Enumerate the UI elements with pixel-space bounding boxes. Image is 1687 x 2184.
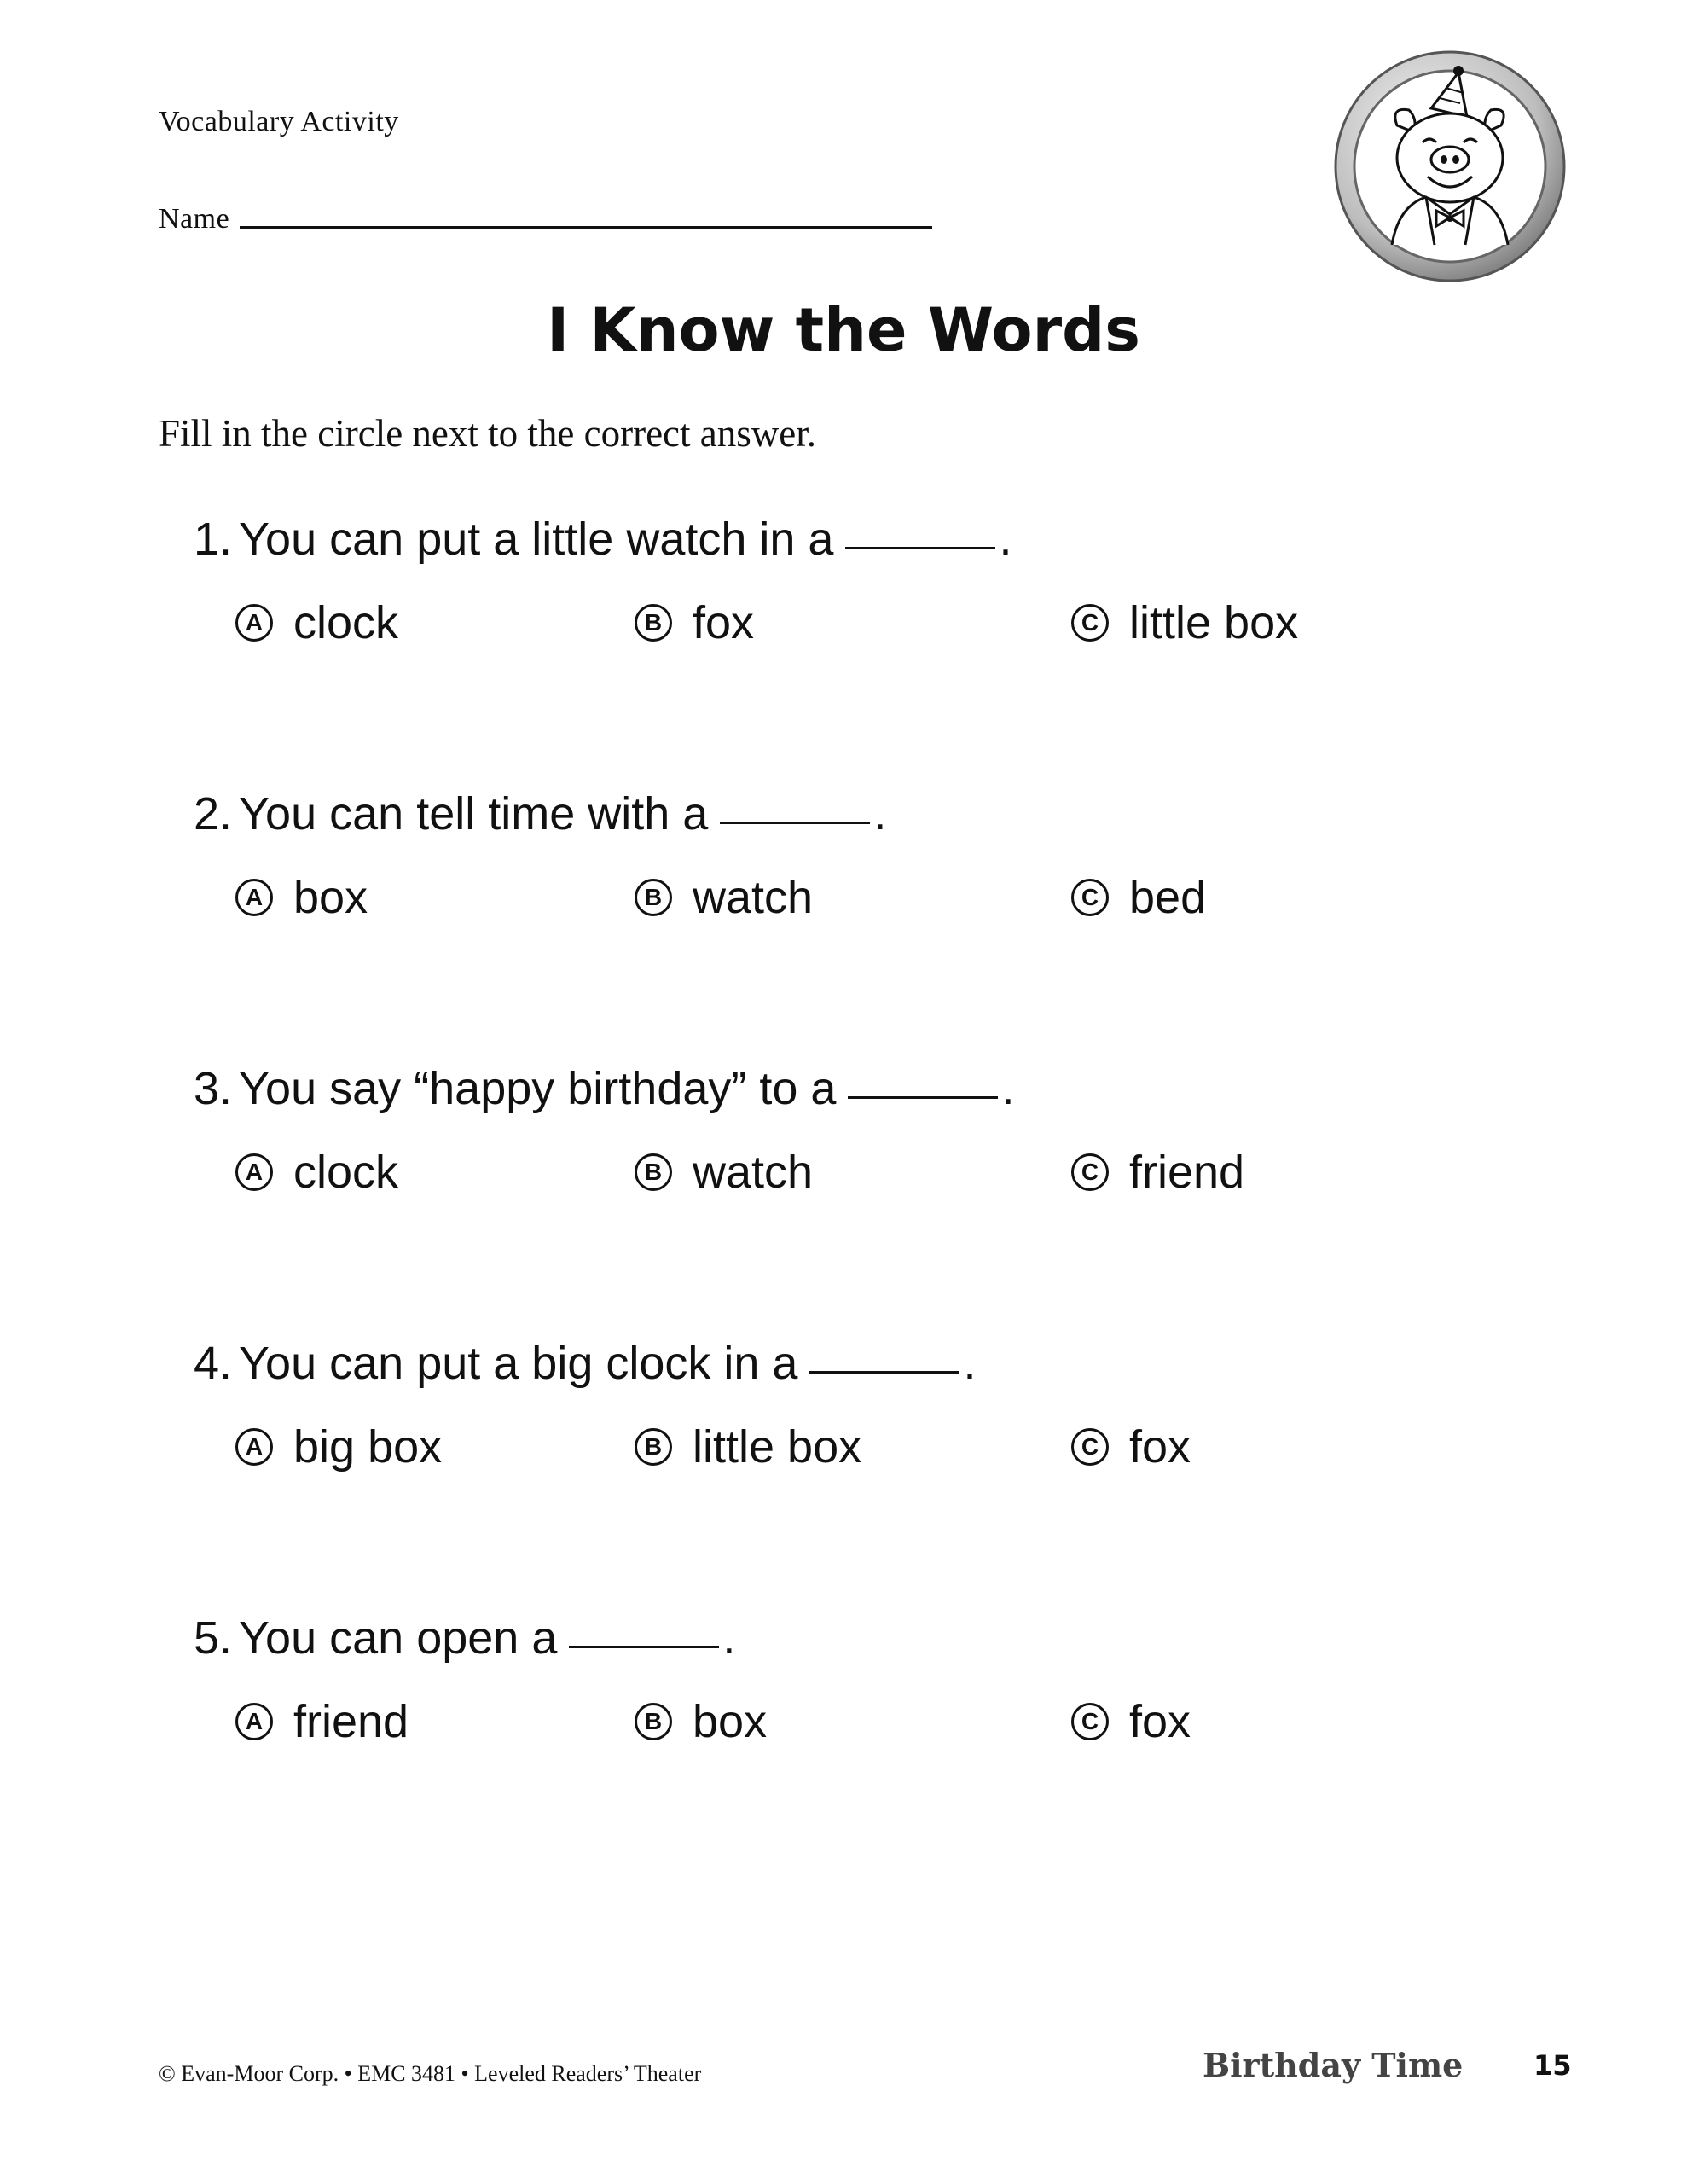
answer-bubble-icon[interactable]: C [1071,1428,1109,1466]
question-4 [179,1336,1544,1474]
option-b[interactable] [635,1694,767,1749]
page-number: 15 [1533,2049,1572,2082]
name-write-line[interactable] [240,226,932,229]
question-text: You say “happy birthday” to a [239,1063,837,1114]
name-label: Name [159,203,230,235]
answer-options [179,1420,1544,1474]
question-5 [179,1611,1544,1749]
question-text: You can put a big clock in a [239,1338,798,1389]
instructions: Fill in the circle next to the correct answer. [159,412,816,455]
pig-badge [1330,47,1569,286]
option-c[interactable] [1071,1694,1191,1749]
question-stem [179,1611,1544,1665]
answer-options [179,1145,1544,1199]
question-number: 2. [193,788,232,839]
answer-bubble-icon[interactable]: B [635,1703,672,1740]
answer-bubble-icon[interactable]: B [635,604,672,642]
question-punctuation: . [963,1338,977,1389]
answer-options [179,870,1544,925]
option-c[interactable] [1071,870,1206,925]
question-3 [179,1061,1544,1199]
option-b[interactable] [635,595,754,650]
option-b[interactable] [635,1420,861,1474]
answer-bubble-icon[interactable]: C [1071,1703,1109,1740]
answer-bubble-icon[interactable]: A [235,879,273,916]
question-1 [179,512,1544,650]
question-stem [179,787,1544,841]
option-a[interactable] [235,595,398,650]
answer-bubble-icon[interactable]: B [635,1153,672,1191]
option-b[interactable] [635,870,813,925]
option-text: friend [293,1696,409,1747]
question-stem [179,1336,1544,1391]
answer-blank [720,822,870,824]
answer-blank [569,1646,719,1648]
option-text: clock [293,597,399,648]
question-2 [179,787,1544,925]
question-punctuation: . [722,1612,736,1664]
answer-options [179,1694,1544,1749]
question-stem [179,512,1544,566]
activity-label: Vocabulary Activity [159,106,399,137]
answer-bubble-icon[interactable]: B [635,879,672,916]
option-b[interactable] [635,1145,813,1199]
option-c[interactable] [1071,1420,1191,1474]
answer-blank [845,547,995,549]
answer-blank [848,1096,998,1099]
option-text: clock [293,1147,399,1198]
question-number: 4. [193,1338,232,1389]
option-a[interactable] [235,1694,409,1749]
option-text: bed [1129,872,1207,923]
question-punctuation: . [999,514,1012,565]
option-text: little box [1129,597,1299,648]
option-c[interactable] [1071,1145,1244,1199]
question-text: You can open a [239,1612,558,1664]
question-text: You can put a little watch in a [239,514,834,565]
question-number: 5. [193,1612,232,1664]
option-text: box [693,1696,768,1747]
option-c[interactable] [1071,595,1298,650]
option-a[interactable] [235,1145,398,1199]
answer-blank [809,1371,959,1374]
question-punctuation: . [873,788,887,839]
answer-bubble-icon[interactable]: A [235,1153,273,1191]
option-a[interactable] [235,870,368,925]
option-a[interactable] [235,1420,442,1474]
footer-book-title: Birthday Time [1203,2046,1464,2084]
answer-bubble-icon[interactable]: A [235,604,273,642]
answer-bubble-icon[interactable]: C [1071,1153,1109,1191]
answer-bubble-icon[interactable]: C [1071,604,1109,642]
answer-options [179,595,1544,650]
question-number: 3. [193,1063,232,1114]
page-title: I Know the Words [547,295,1140,365]
answer-bubble-icon[interactable]: B [635,1428,672,1466]
option-text: fox [693,597,755,648]
option-text: fox [1129,1421,1191,1472]
option-text: big box [293,1421,443,1472]
option-text: little box [693,1421,862,1472]
option-text: box [293,872,368,923]
pig-party-hat-icon [1330,47,1569,286]
question-punctuation: . [1001,1063,1015,1114]
option-text: friend [1129,1147,1245,1198]
footer-copyright: © Evan-Moor Corp. • EMC 3481 • Leveled Readers’ Theater [159,2061,702,2086]
answer-bubble-icon[interactable]: A [235,1428,273,1466]
answer-bubble-icon[interactable]: C [1071,879,1109,916]
question-stem [179,1061,1544,1116]
question-text: You can tell time with a [239,788,709,839]
option-text: fox [1129,1696,1191,1747]
option-text: watch [693,1147,814,1198]
option-text: watch [693,872,814,923]
question-number: 1. [193,514,232,565]
name-row [159,203,932,235]
answer-bubble-icon[interactable]: A [235,1703,273,1740]
